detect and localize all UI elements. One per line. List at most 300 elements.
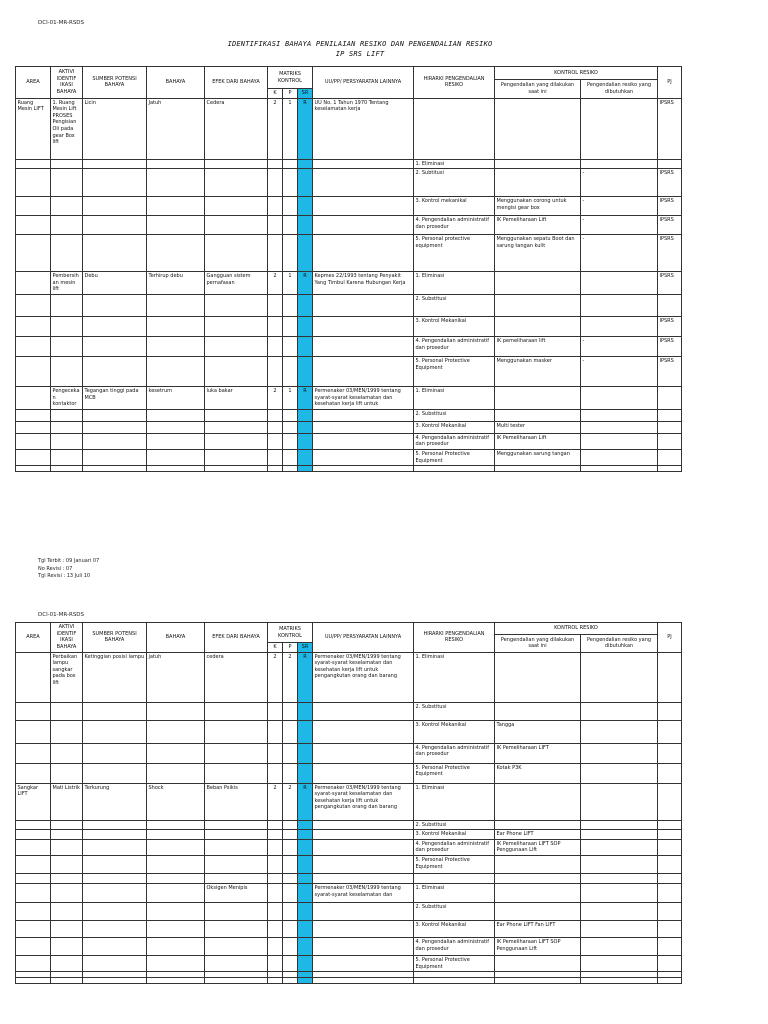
hazard-cell	[147, 830, 205, 840]
table-row	[16, 386, 682, 409]
sr-cell	[298, 216, 313, 235]
hazard-cell	[147, 316, 205, 336]
hierarchy-cell: 2. Substitusi	[414, 409, 495, 421]
current-control-cell	[495, 272, 581, 295]
table-row	[16, 820, 682, 830]
hazard-cell	[147, 955, 205, 971]
effect-cell	[205, 720, 268, 743]
effect-cell	[205, 316, 268, 336]
activity-cell	[51, 159, 83, 169]
pj-cell	[658, 883, 682, 902]
col-uu: UU/PP/ PERSYARATAN LAINNYA	[313, 67, 414, 99]
activity-cell	[51, 421, 83, 433]
area-cell	[16, 820, 51, 830]
hierarchy-cell: 5. Personal Protective Equipment	[414, 356, 495, 386]
hierarchy-cell: 5. Personal Protective Equipment	[414, 855, 495, 873]
area-cell	[16, 216, 51, 235]
pj-cell	[658, 978, 682, 984]
table-row	[16, 316, 682, 336]
k-cell	[268, 702, 283, 720]
source-cell	[83, 920, 147, 937]
col-dibutuhkan: Pengendalian resiko yang dibutuhkan	[581, 80, 658, 99]
hazard-cell	[147, 216, 205, 235]
table-row	[16, 421, 682, 433]
hazard-cell: Jatuh	[147, 98, 205, 159]
area-cell	[16, 169, 51, 197]
hazard-cell	[147, 356, 205, 386]
current-control-cell	[495, 883, 581, 902]
hierarchy-cell: 1. Eliminasi	[414, 783, 495, 820]
sr-cell	[298, 235, 313, 272]
regulation-cell	[313, 216, 414, 235]
activity-cell	[51, 830, 83, 840]
effect-cell: Oksigen Menipis	[205, 883, 268, 902]
hierarchy-cell: 4. Pengendalian administratif dan prosedur	[414, 937, 495, 955]
sr-cell	[298, 883, 313, 902]
col-pj: PJ	[658, 67, 682, 99]
hierarchy-cell: 5. Personal Protective Equipment	[414, 955, 495, 971]
source-cell	[83, 216, 147, 235]
effect-cell	[205, 702, 268, 720]
effect-cell	[205, 978, 268, 984]
table-row	[16, 839, 682, 855]
area-cell	[16, 356, 51, 386]
current-control-cell	[495, 316, 581, 336]
k-cell	[268, 955, 283, 971]
regulation-cell	[313, 978, 414, 984]
pj-cell: IPSRS	[658, 316, 682, 336]
table-row	[16, 449, 682, 465]
area-cell	[16, 937, 51, 955]
current-control-cell	[495, 652, 581, 702]
current-control-cell: Ear Phone LIFT Fan LIFT	[495, 920, 581, 937]
pj-cell: IPSRS	[658, 336, 682, 356]
col-efek: EFEK DARI BAHAYA	[205, 623, 268, 653]
hierarchy-cell: 3. Kontrol Mekanikal	[414, 316, 495, 336]
current-control-cell: IK Pemeliharaan Lift	[495, 433, 581, 449]
table-row	[16, 830, 682, 840]
effect-cell: Beban Psikis	[205, 783, 268, 820]
hazard-cell	[147, 883, 205, 902]
page-subtitle: IP SRS LIFT	[335, 50, 385, 58]
k-cell	[268, 433, 283, 449]
p-cell	[283, 169, 298, 197]
regulation-cell	[313, 316, 414, 336]
hazard-table-1	[15, 66, 682, 472]
table-row	[16, 294, 682, 316]
table-row	[16, 978, 682, 984]
hierarchy-cell: 1. Eliminasi	[414, 883, 495, 902]
hierarchy-cell	[414, 466, 495, 472]
k-cell	[268, 720, 283, 743]
activity-cell	[51, 920, 83, 937]
sr-cell	[298, 855, 313, 873]
needed-control-cell: -	[581, 169, 658, 197]
table-row	[16, 955, 682, 971]
needed-control-cell	[581, 955, 658, 971]
area-cell: Sangkar LIFT	[16, 783, 51, 820]
col-dilakukan: Pengendalian yang dilakukan saat ini	[495, 635, 581, 653]
hazard-cell	[147, 902, 205, 920]
regulation-cell	[313, 235, 414, 272]
area-cell	[16, 652, 51, 702]
col-bahaya: BAHAYA	[147, 67, 205, 99]
regulation-cell	[313, 197, 414, 216]
area-cell	[16, 421, 51, 433]
pj-cell	[658, 920, 682, 937]
hazard-cell	[147, 449, 205, 465]
col-dilakukan: Pengendalian yang dilakukan saat ini	[495, 80, 581, 99]
regulation-cell	[313, 820, 414, 830]
effect-cell	[205, 433, 268, 449]
hazard-cell: Shock	[147, 783, 205, 820]
hazard-cell	[147, 763, 205, 783]
hazard-cell	[147, 720, 205, 743]
source-cell: Licin	[83, 98, 147, 159]
effect-cell	[205, 159, 268, 169]
effect-cell	[205, 169, 268, 197]
hazard-cell	[147, 937, 205, 955]
table-row	[16, 197, 682, 216]
regulation-cell	[313, 937, 414, 955]
area-cell: Ruang Mesin LIFT	[16, 98, 51, 159]
k-cell	[268, 356, 283, 386]
hazard-cell	[147, 197, 205, 216]
col-area: AREA	[16, 67, 51, 99]
current-control-cell	[495, 955, 581, 971]
regulation-cell	[313, 336, 414, 356]
hierarchy-cell: 2. Substitusi	[414, 820, 495, 830]
activity-cell	[51, 449, 83, 465]
regulation-cell: UU No. 1 Tahun 1970 Tentang keselamatan kerja	[313, 98, 414, 159]
needed-control-cell	[581, 652, 658, 702]
k-cell	[268, 409, 283, 421]
activity-cell	[51, 235, 83, 272]
pj-cell	[658, 855, 682, 873]
p-cell	[283, 855, 298, 873]
activity-cell	[51, 873, 83, 883]
source-cell	[83, 839, 147, 855]
p-cell	[283, 449, 298, 465]
hierarchy-cell: 3. Kontrol Mekanikal	[414, 720, 495, 743]
k-cell	[268, 743, 283, 763]
regulation-cell	[313, 743, 414, 763]
activity-cell	[51, 902, 83, 920]
current-control-cell: IK pemeliharaan lift	[495, 336, 581, 356]
p-cell	[283, 839, 298, 855]
activity-cell	[51, 720, 83, 743]
hazard-cell	[147, 294, 205, 316]
needed-control-cell: -	[581, 336, 658, 356]
needed-control-cell	[581, 409, 658, 421]
needed-control-cell	[581, 978, 658, 984]
effect-cell	[205, 830, 268, 840]
current-control-cell: Tangga	[495, 720, 581, 743]
regulation-cell	[313, 955, 414, 971]
source-cell: Terkurung	[83, 783, 147, 820]
pj-cell	[658, 783, 682, 820]
pj-cell: IPSRS	[658, 235, 682, 272]
sr-cell	[298, 839, 313, 855]
p-cell	[283, 920, 298, 937]
p-cell	[283, 743, 298, 763]
p-cell	[283, 466, 298, 472]
activity-cell	[51, 763, 83, 783]
activity-cell	[51, 702, 83, 720]
hierarchy-cell: 1. Eliminasi	[414, 386, 495, 409]
regulation-cell	[313, 421, 414, 433]
current-control-cell: Kotak P3K	[495, 763, 581, 783]
k-cell	[268, 873, 283, 883]
hazard-cell	[147, 235, 205, 272]
regulation-cell	[313, 702, 414, 720]
area-cell	[16, 920, 51, 937]
current-control-cell	[495, 978, 581, 984]
pj-cell	[658, 873, 682, 883]
effect-cell	[205, 197, 268, 216]
regulation-cell	[313, 720, 414, 743]
current-control-cell: IK Pemeliharaan LIFT	[495, 743, 581, 763]
effect-cell	[205, 743, 268, 763]
source-cell	[83, 409, 147, 421]
col-pj: PJ	[658, 623, 682, 653]
p-cell	[283, 356, 298, 386]
activity-cell	[51, 839, 83, 855]
hierarchy-cell: 3. Kontrol Mekanikal	[414, 920, 495, 937]
effect-cell	[205, 955, 268, 971]
source-cell	[83, 316, 147, 336]
source-cell	[83, 830, 147, 840]
table-row	[16, 883, 682, 902]
source-cell	[83, 197, 147, 216]
sr-cell	[298, 830, 313, 840]
effect-cell	[205, 839, 268, 855]
p-cell	[283, 902, 298, 920]
k-cell	[268, 902, 283, 920]
p-cell: 1	[283, 98, 298, 159]
sr-cell	[298, 449, 313, 465]
current-control-cell: Menggunakan sarung tangan	[495, 449, 581, 465]
k-cell	[268, 235, 283, 272]
col-sumber: SUMBER POTENSI BAHAYA	[83, 623, 147, 653]
footer-revisi: No Revisi : 07	[38, 565, 73, 572]
k-cell: 2	[268, 783, 283, 820]
p-cell	[283, 820, 298, 830]
table-row	[16, 216, 682, 235]
pj-cell	[658, 820, 682, 830]
p-cell	[283, 235, 298, 272]
regulation-cell	[313, 855, 414, 873]
p-cell	[283, 421, 298, 433]
current-control-cell	[495, 820, 581, 830]
pj-cell	[658, 294, 682, 316]
sr-cell	[298, 356, 313, 386]
effect-cell: luka bakar	[205, 386, 268, 409]
p-cell	[283, 316, 298, 336]
table-row	[16, 783, 682, 820]
col-sr: SR	[298, 643, 313, 653]
regulation-cell	[313, 902, 414, 920]
hierarchy-cell: 3. Kontrol mekanikal	[414, 197, 495, 216]
effect-cell	[205, 409, 268, 421]
table-row	[16, 169, 682, 197]
source-cell	[83, 720, 147, 743]
k-cell	[268, 449, 283, 465]
area-cell	[16, 702, 51, 720]
effect-cell	[205, 421, 268, 433]
p-cell	[283, 197, 298, 216]
hazard-cell	[147, 159, 205, 169]
k-cell: 2	[268, 98, 283, 159]
pj-cell	[658, 409, 682, 421]
sr-cell	[298, 316, 313, 336]
needed-control-cell	[581, 873, 658, 883]
pj-cell	[658, 902, 682, 920]
regulation-cell: Permenaker 03/MEN/1999 tentang syarat-syarat keselamatan dan kesehatan kerja lift untuk pengangkutan orang dan barang	[313, 652, 414, 702]
sr-cell	[298, 820, 313, 830]
hierarchy-cell: 2. Substitusi	[414, 294, 495, 316]
activity-cell	[51, 855, 83, 873]
area-cell	[16, 830, 51, 840]
pj-cell: IPSRS	[658, 169, 682, 197]
effect-cell	[205, 336, 268, 356]
table-row	[16, 433, 682, 449]
sr-cell	[298, 978, 313, 984]
regulation-cell	[313, 409, 414, 421]
sr-cell	[298, 294, 313, 316]
pj-cell	[658, 937, 682, 955]
effect-cell	[205, 235, 268, 272]
hazard-cell	[147, 920, 205, 937]
k-cell: 2	[268, 386, 283, 409]
source-cell	[83, 235, 147, 272]
sr-cell: R	[298, 272, 313, 295]
needed-control-cell	[581, 386, 658, 409]
source-cell	[83, 356, 147, 386]
k-cell	[268, 197, 283, 216]
p-cell	[283, 216, 298, 235]
activity-cell: Perbaikan lampu sangkar pada box lift	[51, 652, 83, 702]
p-cell: 2	[283, 652, 298, 702]
needed-control-cell	[581, 743, 658, 763]
area-cell	[16, 839, 51, 855]
area-cell	[16, 466, 51, 472]
effect-cell	[205, 466, 268, 472]
k-cell	[268, 336, 283, 356]
sr-cell	[298, 720, 313, 743]
needed-control-cell	[581, 883, 658, 902]
area-cell	[16, 294, 51, 316]
source-cell	[83, 873, 147, 883]
pj-cell	[658, 955, 682, 971]
regulation-cell	[313, 763, 414, 783]
pj-cell	[658, 763, 682, 783]
sr-cell	[298, 169, 313, 197]
hierarchy-cell: 5. Personal Protective Equipment	[414, 763, 495, 783]
regulation-cell: Permenaker 03/MEN/1999 tentang syarat-syarat keselamatan dan kesehatan kerja lift untuk	[313, 386, 414, 409]
area-cell	[16, 159, 51, 169]
k-cell	[268, 820, 283, 830]
table-row	[16, 937, 682, 955]
activity-cell	[51, 356, 83, 386]
needed-control-cell	[581, 830, 658, 840]
area-cell	[16, 902, 51, 920]
table-row	[16, 873, 682, 883]
current-control-cell: IK Pemeliharaan LIFT SOP Penggunaan Lift	[495, 937, 581, 955]
p-cell	[283, 336, 298, 356]
hazard-cell	[147, 855, 205, 873]
effect-cell	[205, 937, 268, 955]
sr-cell	[298, 937, 313, 955]
area-cell	[16, 763, 51, 783]
needed-control-cell	[581, 159, 658, 169]
sr-cell	[298, 421, 313, 433]
hierarchy-cell: 1. Eliminasi	[414, 652, 495, 702]
activity-cell: 1. Ruang Mesin Lift PROSES Pengisian Oli pada gear Box lift	[51, 98, 83, 159]
table-row	[16, 159, 682, 169]
footer-tgl-revisi: Tgl Revisi : 13 Juli 10	[38, 573, 91, 579]
table-row	[16, 336, 682, 356]
hierarchy-cell: 2. Substitusi	[414, 902, 495, 920]
table-row	[16, 902, 682, 920]
regulation-cell	[313, 466, 414, 472]
hazard-cell	[147, 336, 205, 356]
needed-control-cell	[581, 937, 658, 955]
hierarchy-cell: 4. Pengendalian administratif dan prosedur	[414, 743, 495, 763]
hazard-cell	[147, 820, 205, 830]
p-cell	[283, 720, 298, 743]
effect-cell	[205, 449, 268, 465]
pj-cell	[658, 830, 682, 840]
k-cell	[268, 763, 283, 783]
table-row	[16, 702, 682, 720]
needed-control-cell	[581, 421, 658, 433]
current-control-cell: Menggunakan corong untuk mengisi gear box	[495, 197, 581, 216]
activity-cell	[51, 316, 83, 336]
table-row	[16, 720, 682, 743]
p-cell	[283, 159, 298, 169]
needed-control-cell	[581, 433, 658, 449]
effect-cell	[205, 855, 268, 873]
activity-cell	[51, 820, 83, 830]
source-cell	[83, 169, 147, 197]
hazard-cell	[147, 433, 205, 449]
regulation-cell	[313, 294, 414, 316]
hazard-cell	[147, 978, 205, 984]
sr-cell: R	[298, 652, 313, 702]
area-cell	[16, 720, 51, 743]
footer-terbit: Tgl Terbit : 09 Januari 07	[38, 558, 100, 564]
p-cell	[283, 830, 298, 840]
k-cell	[268, 466, 283, 472]
sr-cell	[298, 743, 313, 763]
source-cell	[83, 466, 147, 472]
current-control-cell	[495, 783, 581, 820]
sr-cell	[298, 197, 313, 216]
source-cell	[83, 855, 147, 873]
k-cell	[268, 839, 283, 855]
hazard-cell: Terhirup debu	[147, 272, 205, 295]
needed-control-cell	[581, 855, 658, 873]
pj-cell	[658, 702, 682, 720]
activity-cell	[51, 433, 83, 449]
table-row	[16, 98, 682, 159]
effect-cell	[205, 216, 268, 235]
p-cell	[283, 294, 298, 316]
col-aktivitas: AKTIVI IDENTIF IKASI BAHAYA	[51, 623, 83, 653]
table-row	[16, 272, 682, 295]
pj-cell: IPSRS	[658, 197, 682, 216]
